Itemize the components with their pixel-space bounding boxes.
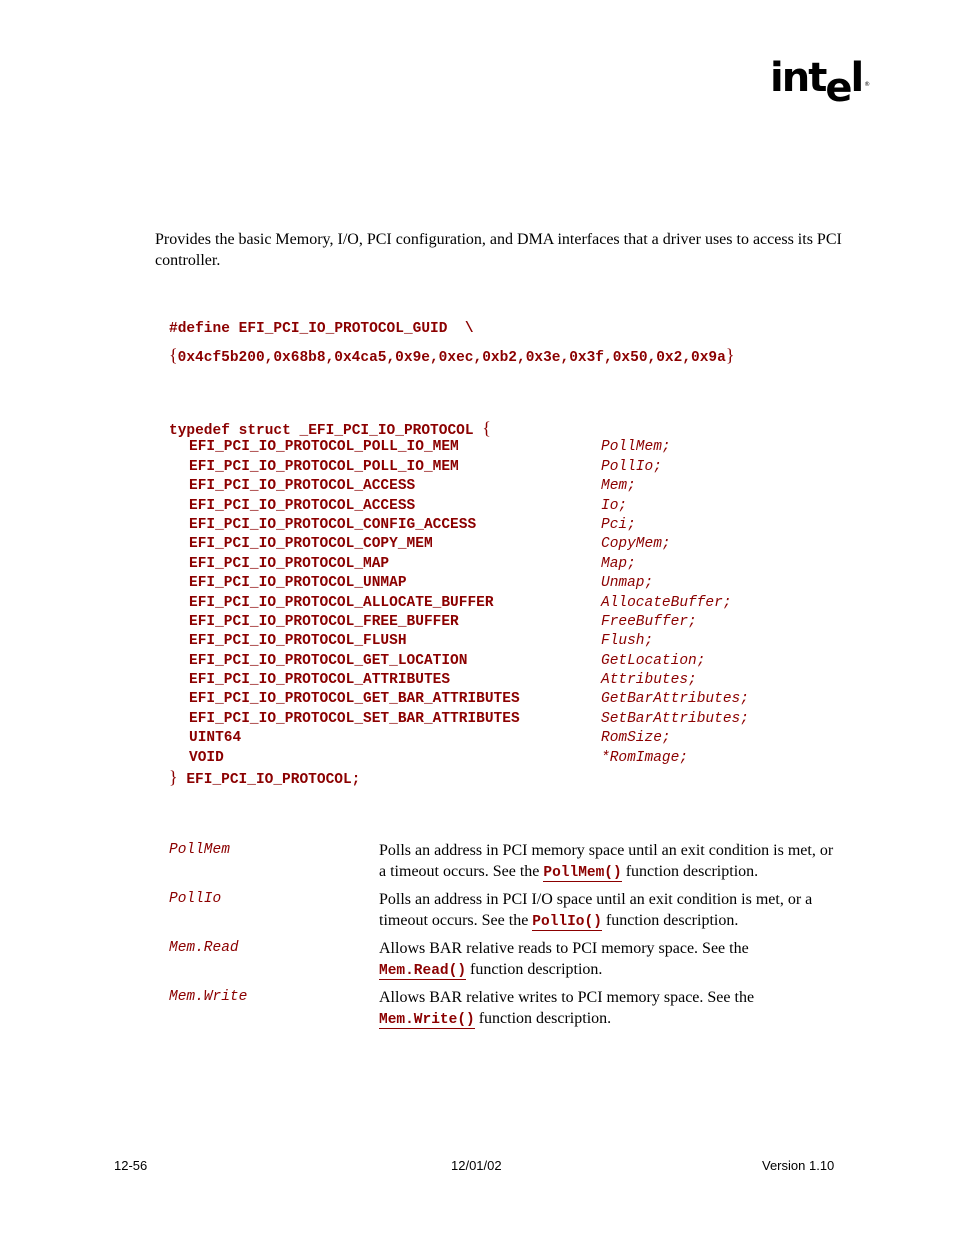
member-field: Map; <box>601 555 636 572</box>
description-text-end: function description. <box>621 862 759 880</box>
footer-date: 12/01/02 <box>451 1158 502 1173</box>
logo-text-c: l <box>850 55 863 101</box>
parameter-item <box>169 939 849 981</box>
parameter-name: PollIo <box>169 891 222 907</box>
member-field: AllocateBuffer; <box>601 594 732 611</box>
member-type: EFI_PCI_IO_PROTOCOL_FREE_BUFFER <box>189 613 459 630</box>
member-type: UINT64 <box>189 730 242 747</box>
member-field: Unmap; <box>601 575 654 592</box>
member-type: EFI_PCI_IO_PROTOCOL_ALLOCATE_BUFFER <box>189 594 494 611</box>
function-reference-link[interactable]: PollIo() <box>532 913 602 930</box>
parameter-description <box>379 988 839 1030</box>
struct-footer-text <box>169 768 360 790</box>
intel-logo <box>770 55 871 111</box>
member-type: EFI_PCI_IO_PROTOCOL_POLL_IO_MEM <box>189 458 459 475</box>
parameter-item <box>169 890 849 932</box>
function-reference-link[interactable]: Mem.Write() <box>379 1011 475 1028</box>
guid-close-brace: } <box>725 345 735 365</box>
member-field: Flush; <box>601 633 654 650</box>
member-field: GetBarAttributes; <box>601 691 749 708</box>
member-field: SetBarAttributes; <box>601 710 749 727</box>
member-field: Attributes; <box>601 672 697 689</box>
function-reference-link[interactable]: PollMem() <box>543 864 622 881</box>
struct-footer-label: EFI_PCI_IO_PROTOCOL; <box>177 772 361 789</box>
member-field: CopyMem; <box>601 536 671 553</box>
description-text-end: function description. <box>474 1009 612 1027</box>
member-type: EFI_PCI_IO_PROTOCOL_CONFIG_ACCESS <box>189 516 477 533</box>
guid-open-brace: { <box>169 345 178 365</box>
description-text: Polls an address in PCI I/O space until an exit condition is met, or a timeout occurs. See the <box>379 891 813 929</box>
parameter-list <box>169 841 849 1030</box>
parameter-name: Mem.Write <box>169 989 248 1005</box>
description-text: Allows BAR relative writes to PCI memory space. See the <box>379 989 755 1006</box>
member-type: EFI_PCI_IO_PROTOCOL_UNMAP <box>189 575 407 592</box>
member-field: GetLocation; <box>601 652 706 669</box>
member-type: EFI_PCI_IO_PROTOCOL_SET_BAR_ATTRIBUTES <box>189 710 520 727</box>
parameter-item <box>169 841 849 883</box>
footer-page-number: 12-56 <box>114 1158 148 1173</box>
member-type: EFI_PCI_IO_PROTOCOL_ACCESS <box>189 497 416 514</box>
description-text: Polls an address in PCI memory space until an exit condition is met, or a timeout occurs. See the <box>379 842 834 880</box>
description-text-end: function description. <box>601 911 739 929</box>
intro-paragraph: Provides the basic Memory, I/O, PCI configuration, and DMA interfaces that a driver uses to access its PCI controller. <box>155 231 842 269</box>
member-field: Mem; <box>601 478 636 495</box>
member-type: EFI_PCI_IO_PROTOCOL_ACCESS <box>189 478 416 495</box>
struct-header-label: typedef struct _EFI_PCI_IO_PROTOCOL <box>169 423 483 439</box>
member-type: EFI_PCI_IO_PROTOCOL_ATTRIBUTES <box>189 672 451 689</box>
member-type: EFI_PCI_IO_PROTOCOL_MAP <box>189 555 390 572</box>
function-reference-link[interactable]: Mem.Read() <box>379 962 467 979</box>
parameter-name: PollMem <box>169 842 230 858</box>
member-type: EFI_PCI_IO_PROTOCOL_FLUSH <box>189 633 407 650</box>
guid-define-line: #define EFI_PCI_IO_PROTOCOL_GUID \ <box>169 321 474 337</box>
logo-text-b: e <box>825 65 851 111</box>
parameter-description <box>379 939 839 981</box>
description-text: Allows BAR relative reads to PCI memory space. See the <box>379 940 749 957</box>
guid-values: 0x4cf5b200,0x68b8,0x4ca5,0x9e,0xec,0xb2,0x3e,0x3f,0x50,0x2,0x9a <box>177 350 726 366</box>
member-type: EFI_PCI_IO_PROTOCOL_GET_LOCATION <box>189 652 468 669</box>
member-field: Pci; <box>601 516 636 533</box>
member-type: EFI_PCI_IO_PROTOCOL_GET_BAR_ATTRIBUTES <box>189 691 520 708</box>
member-field: FreeBuffer; <box>601 613 697 630</box>
member-field: PollMem; <box>601 439 671 456</box>
parameter-item <box>169 988 849 1030</box>
footer-version: Version 1.10 <box>762 1158 835 1173</box>
logo-registered-mark: ® <box>864 81 871 88</box>
logo-text-a: int <box>770 55 826 101</box>
guid-values-line <box>169 345 734 366</box>
member-field: RomSize; <box>601 730 671 747</box>
parameter-name: Mem.Read <box>169 940 239 956</box>
member-field: *RomImage; <box>601 749 689 766</box>
member-type: EFI_PCI_IO_PROTOCOL_COPY_MEM <box>189 536 433 553</box>
description-text-end: function description. <box>466 960 603 978</box>
member-field: PollIo; <box>601 458 662 475</box>
member-type: EFI_PCI_IO_PROTOCOL_POLL_IO_MEM <box>189 439 459 456</box>
struct-close-brace: } <box>169 767 178 788</box>
struct-open-brace: { <box>482 418 491 438</box>
member-type: VOID <box>189 749 224 766</box>
parameter-description <box>379 890 839 932</box>
parameter-description <box>379 841 839 883</box>
member-field: Io; <box>601 497 628 514</box>
